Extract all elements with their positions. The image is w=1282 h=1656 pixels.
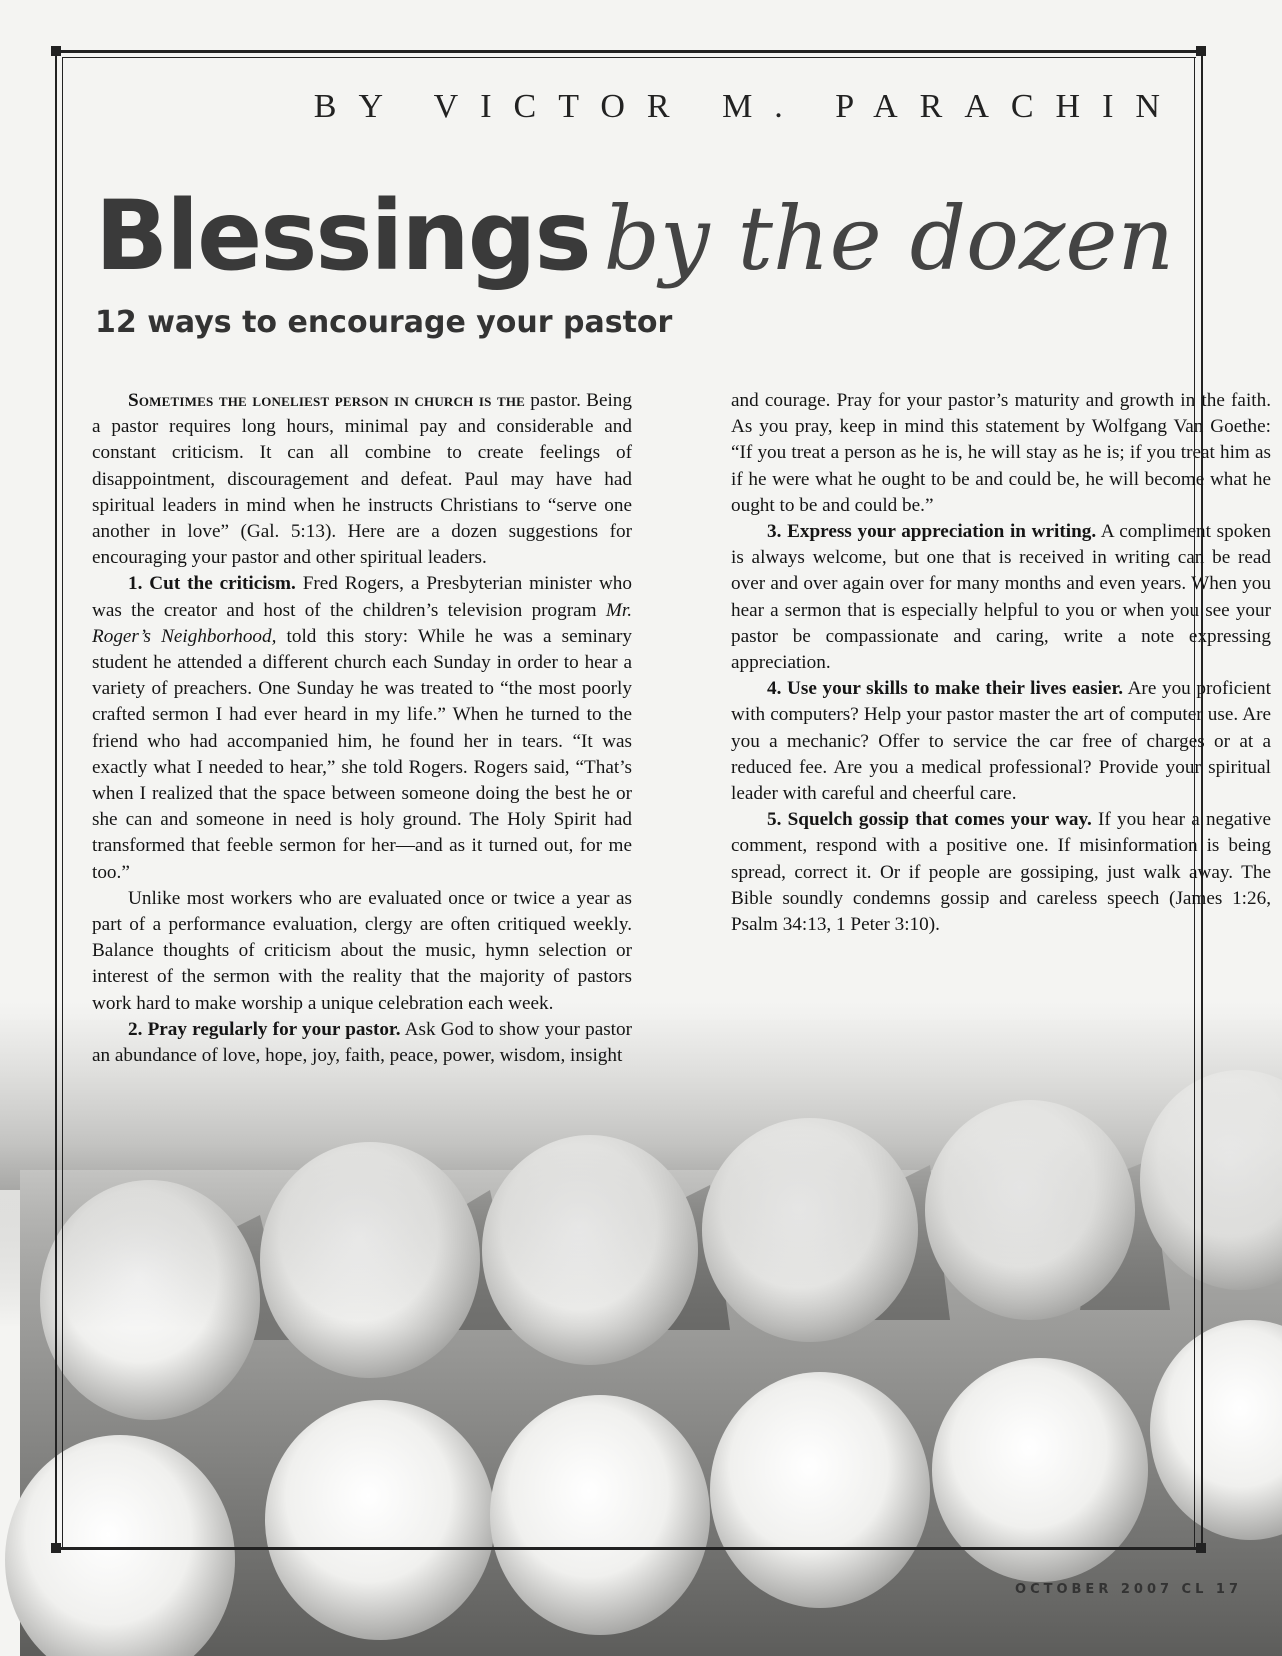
intro-lead-in: Sometimes the loneliest person in church is the	[128, 390, 526, 411]
frame-left-rule	[55, 50, 57, 1550]
title-italic-phrase: by the dozen	[603, 187, 1175, 290]
frame-bottom-rule	[55, 1547, 1203, 1550]
point-5-paragraph	[731, 807, 1271, 938]
point-2-paragraph	[92, 1017, 632, 1069]
point-2-heading: 2. Pray regularly for your pastor.	[128, 1018, 401, 1040]
page-folio: OCTOBER 2007 CL 17	[1015, 1582, 1242, 1597]
point-2-text: Ask God to show your pastor an abundance of love, hope, joy, faith, peace, power, wisdom, insight	[92, 1018, 632, 1067]
point-3-paragraph	[731, 519, 1271, 676]
program-title: Mr. Roger’s Neighborhood,	[92, 599, 632, 647]
intro-text: pastor. Being a pastor requires long hours, minimal pay and considerable and constant criticism. It can all combine to create feelings of disappointment, discouragement and defeat. Paul may have had spiritual leaders in mind when he instructs Christians to “serve one another in love” (Gal. 5:13). Here are a dozen suggestions for encouraging your pastor and other spiritual leaders.	[92, 390, 632, 569]
point-5-text: If you hear a negative comment, respond with a positive one. If misinformation is being spread, correct it. Or if people are gossiping, just walk away. The Bible soundly condemns gossip and careless speech (James 1:26, Psalm 34:13, 1 Peter 3:10).	[731, 809, 1271, 936]
point-1-paragraph	[92, 571, 632, 885]
frame-corner-top-right	[1196, 46, 1206, 56]
point-1-text-a: Fred Rogers, a Presbyterian minister who was the creator and host of the children’s television program	[92, 573, 632, 621]
frame-corner-bottom-left	[51, 1543, 61, 1553]
point-3-text: A compliment spoken is always welcome, but one that is received in writing can be read over and over again over for many months and even years. When you hear a sermon that is especially helpful to you or when you see your pastor be compassionate and caring, write a note expressing appreciation.	[731, 521, 1271, 674]
author-byline: BY VICTOR M. PARACHIN	[313, 88, 1182, 125]
egg-carton-photo	[0, 1000, 1282, 1656]
point-4-heading: 4. Use your skills to make their lives easier.	[767, 678, 1123, 700]
article-title	[95, 180, 1174, 292]
point-1-extra-paragraph: Unlike most workers who are evaluated once or twice a year as part of a performance evaluation, clergy are often critiqued weekly. Balance thoughts of criticism about the music, hymn selection or interest of the sermon with the reality that the majority of pastors work hard to make worship a unique celebration each week.	[92, 887, 632, 1014]
frame-left-inner-rule	[62, 57, 63, 1550]
frame-top-inner-rule	[62, 57, 1196, 58]
point-5-heading: 5. Squelch gossip that comes your way.	[767, 809, 1092, 831]
frame-corner-top-left	[51, 46, 61, 56]
intro-paragraph	[92, 388, 632, 571]
point-3-heading: 3. Express your appreciation in writing.	[767, 521, 1097, 543]
point-2-continued: and courage. Pray for your pastor’s maturity and growth in the faith. As you pray, keep in mind this statement by Wolfgang Van Goethe: “If you treat a person as he is, he will stay as he is; if you treat him as if he were what he ought to be and could be, he will become what he ought to be and could be.”	[731, 390, 1271, 516]
text-column-right	[731, 388, 1271, 938]
text-column-left	[92, 388, 632, 1069]
article-subtitle: 12 ways to encourage your pastor	[95, 305, 673, 340]
point-1-heading: 1. Cut the criticism.	[128, 573, 296, 595]
title-main-word: Blessings	[95, 180, 590, 292]
frame-corner-bottom-right	[1196, 1543, 1206, 1553]
point-4-paragraph	[731, 676, 1271, 807]
frame-top-rule	[55, 50, 1203, 53]
point-4-text: Are you proficient with computers? Help your pastor master the art of computer use. Are you a mechanic? Offer to service the car free of charges or at a reduced fee. Are you a medical professional? Provide your spiritual leader with careful and cheerful care.	[731, 678, 1271, 805]
point-1-text-b: told this story: While he was a seminary student he attended a different church each Sunday in order to hear a variety of preachers. One Sunday he was treated to “the most poorly crafted sermon I had ever heard in my life.” When he turned to the friend who had accompanied him, he found her in tears. “It was exactly what I needed to hear,” she told Rogers. Rogers said, “That’s when I realized that the space between someone doing the best he or she can and someone in need is holy ground. The Holy Spirit had transformed that feeble sermon for her—and as it turned out, for me too.”	[92, 625, 632, 883]
